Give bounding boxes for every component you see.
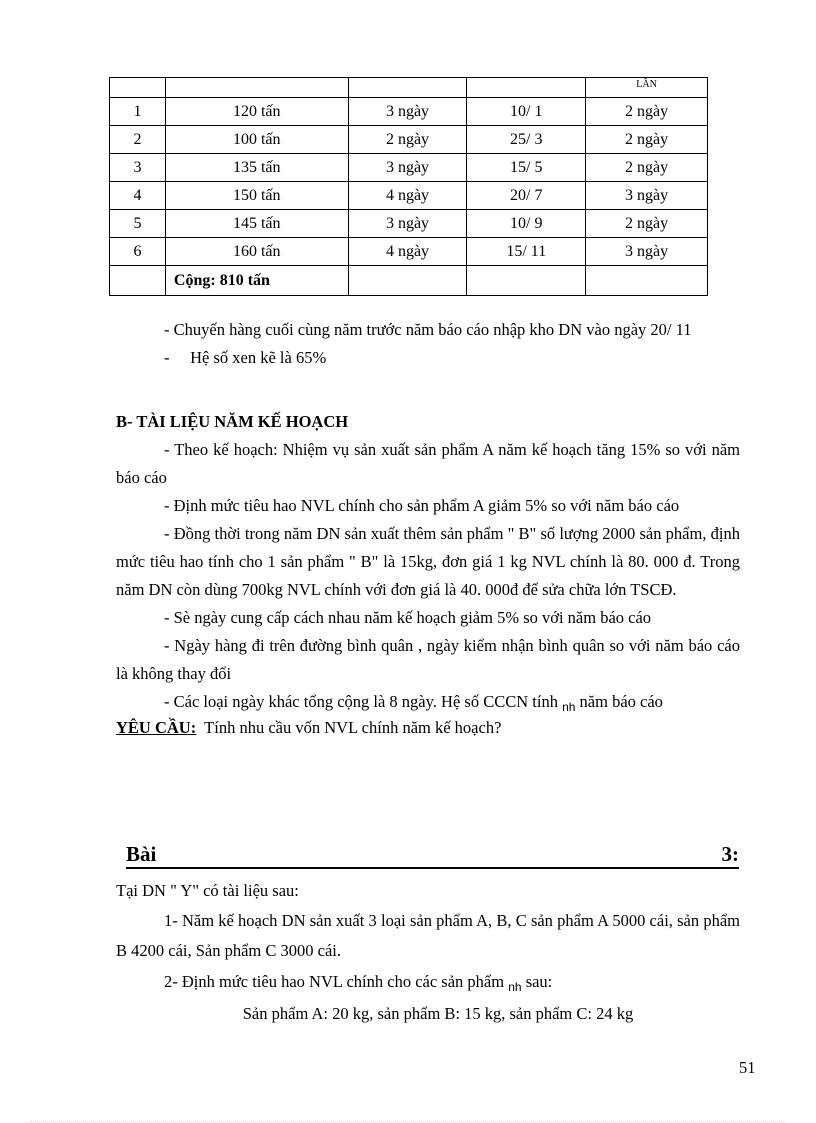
requirement-text: Tính nhu cầu vốn NVL chính năm kế hoạch? [204, 718, 502, 737]
table-cell: 2 ngày [586, 210, 708, 238]
exercise-3-heading [126, 841, 739, 869]
table-cell: 15/ 5 [467, 154, 586, 182]
table-header-cell: LẦN [586, 78, 708, 98]
section-b-item: - Sè ngày cung cấp cách nhau năm kế hoạch giảm 5% so với năm báo cáo [164, 608, 652, 627]
supply-schedule-table [109, 77, 708, 296]
table-cell: 10/ 1 [467, 98, 586, 126]
notes-block [116, 316, 740, 372]
requirement-line [116, 717, 740, 739]
table-cell: 145 tấn [165, 210, 348, 238]
table-cell: 150 tấn [165, 182, 348, 210]
section-b-item: - Ngày hàng đi trên đường bình quân , ngày kiểm nhận bình quân so với năm báo cáo là không thay đổi [116, 636, 740, 683]
table-header-cell [165, 78, 348, 98]
section-b-item-ccc [116, 688, 740, 717]
table-cell: 3 ngày [348, 98, 467, 126]
exercise-norms: Sản phẩm A: 20 kg, sản phẩm B: 15 kg, sản phẩm C: 24 kg [242, 1004, 634, 1023]
note-last-shipment: - Chuyến hàng cuối cùng năm trước năm báo cáo nhập kho DN vào ngày 20/ 11 [164, 320, 692, 339]
table-cell: 135 tấn [165, 154, 348, 182]
table-row [110, 210, 708, 238]
requirement-label: YÊU CẦU: [116, 718, 197, 737]
table-cell: 3 ngày [348, 210, 467, 238]
section-b-block [116, 408, 740, 739]
table-cell: 4 [110, 182, 166, 210]
ccc-text-after: năm báo cáo [579, 692, 663, 711]
table-cell: 2 ngày [586, 154, 708, 182]
table-cell [467, 266, 586, 296]
table-cell: 20/ 7 [467, 182, 586, 210]
note-overlap-coefficient: - Hệ số xen kẽ là 65% [164, 348, 327, 367]
table-cell: 3 [110, 154, 166, 182]
table-cell: 100 tấn [165, 126, 348, 154]
table-cell: 1 [110, 98, 166, 126]
section-b-item: - Định mức tiêu hao NVL chính cho sản phẩm A giảm 5% so với năm báo cáo [164, 496, 680, 515]
table-cell: 4 ngày [348, 182, 467, 210]
table-cell: 3 ngày [348, 154, 467, 182]
exercise-heading-left: Bài [126, 842, 157, 866]
table-cell: 2 ngày [586, 98, 708, 126]
table-cell: 15/ 11 [467, 238, 586, 266]
table-cell: 2 [110, 126, 166, 154]
table-cell: 3 ngày [586, 182, 708, 210]
item2-text-after: sau: [525, 972, 553, 991]
table-cell [110, 266, 166, 296]
table-total-cell: Cộng: 810 tấn [165, 266, 348, 296]
exercise-3-body [116, 876, 740, 1029]
table-cell: 4 ngày [348, 238, 467, 266]
section-b-item: - Đồng thời trong năm DN sản xuất thêm sản phẩm " B" số lượng 2000 sản phẩm, định mức tiêu hao tính cho 1 sản phẩm " B" là 15kg, đơn giá 1 kg NVL chính là 80. 000 đ. Trong năm DN còn dùng 700kg NVL chính với đơn giá là 40. 000đ để sửa chữa lớn TSCĐ. [116, 524, 740, 599]
table-cell: 2 ngày [348, 126, 467, 154]
table-cell: 160 tấn [165, 238, 348, 266]
table-row [110, 182, 708, 210]
exercise-heading-right: 3: [721, 842, 739, 866]
table-header-cell [467, 78, 586, 98]
table-header-cell [110, 78, 166, 98]
footer-divider [30, 1121, 786, 1122]
table-cell [348, 266, 467, 296]
ccc-text-before: - Các loại ngày khác tổng cộng là 8 ngày. Hệ số CCCN tính [164, 692, 558, 711]
table-cell: 2 ngày [586, 126, 708, 154]
table-cell: 5 [110, 210, 166, 238]
item2-text-before: 2- Định mức tiêu hao NVL chính cho các sản phẩm [164, 972, 505, 991]
table-row [110, 238, 708, 266]
table-cell: 10/ 9 [467, 210, 586, 238]
exercise-intro: Tại DN " Y" có tài liệu sau: [116, 881, 299, 900]
table-cell: 6 [110, 238, 166, 266]
exercise-item-1: 1- Năm kế hoạch DN sản xuất 3 loại sản phẩm A, B, C sản phẩm A 5000 cái, sản phẩm B 4200 cái, Sản phẩm C 3000 cái. [116, 911, 740, 960]
table-row [110, 154, 708, 182]
table-header-cell [348, 78, 467, 98]
table-total-row [110, 266, 708, 296]
table-cell [586, 266, 708, 296]
exercise-item-2 [116, 966, 740, 999]
section-b-title: B- TÀI LIỆU NĂM KẾ HOẠCH [116, 412, 349, 431]
ccc-subscript: nh [562, 700, 576, 714]
table-header-row [110, 78, 708, 98]
table-cell: 25/ 3 [467, 126, 586, 154]
item2-subscript: nh [508, 980, 522, 994]
section-b-item: - Theo kế hoạch: Nhiệm vụ sản xuất sản phẩm A năm kế hoạch tăng 15% so với năm báo cáo [116, 440, 740, 487]
table-row [110, 98, 708, 126]
table-row [110, 126, 708, 154]
table-cell: 120 tấn [165, 98, 348, 126]
page-number: 51 [739, 1058, 756, 1077]
table-cell: 3 ngày [586, 238, 708, 266]
